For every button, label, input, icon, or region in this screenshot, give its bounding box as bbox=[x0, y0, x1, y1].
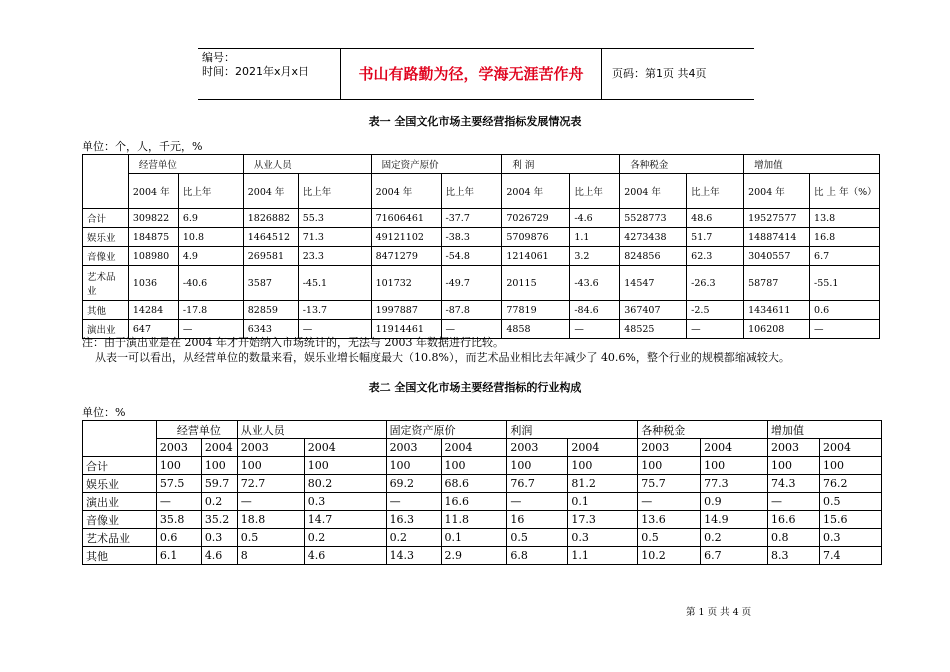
table-cell: 4858 bbox=[502, 320, 570, 339]
t2-group: 各种税金 bbox=[638, 421, 768, 439]
table-cell: — bbox=[570, 320, 620, 339]
table-row bbox=[83, 301, 880, 320]
table-cell: 100 bbox=[638, 457, 701, 475]
page-header bbox=[198, 48, 754, 100]
table-cell: -4.6 bbox=[570, 209, 620, 228]
table-cell: 57.5 bbox=[156, 475, 201, 493]
t2-year: 2003 bbox=[768, 439, 820, 457]
t1-group: 经营单位 bbox=[128, 155, 243, 174]
t2-year: 2004 bbox=[568, 439, 638, 457]
header-meta bbox=[202, 49, 340, 99]
table-cell: 0.3 bbox=[304, 493, 386, 511]
table-cell: 100 bbox=[819, 457, 881, 475]
table-cell: 0.3 bbox=[201, 529, 237, 547]
table1 bbox=[82, 154, 880, 339]
table-cell: -43.6 bbox=[570, 266, 620, 301]
table-cell: 6.8 bbox=[507, 547, 568, 565]
table-cell: 1.1 bbox=[568, 547, 638, 565]
table-cell: 76.7 bbox=[507, 475, 568, 493]
table-cell: — bbox=[298, 320, 371, 339]
table2 bbox=[82, 420, 882, 565]
t1-sub: 2004 年 bbox=[243, 174, 298, 209]
table-cell: 4.9 bbox=[178, 247, 243, 266]
table-cell: 23.3 bbox=[298, 247, 371, 266]
table-cell: 14.3 bbox=[386, 547, 441, 565]
table1-group-row bbox=[83, 155, 880, 174]
t2-year: 2004 bbox=[201, 439, 237, 457]
table-cell: 2.9 bbox=[441, 547, 507, 565]
table-cell: 80.2 bbox=[304, 475, 386, 493]
table-cell: 6.7 bbox=[701, 547, 768, 565]
table-cell: 1997887 bbox=[371, 301, 441, 320]
t2-group: 利润 bbox=[507, 421, 638, 439]
table-cell: 367407 bbox=[620, 301, 687, 320]
table-row bbox=[83, 209, 880, 228]
table-cell: 72.7 bbox=[237, 475, 304, 493]
table-row bbox=[83, 529, 882, 547]
row-label: 音像业 bbox=[83, 247, 129, 266]
row-label: 娱乐业 bbox=[83, 228, 129, 247]
table2-year-row bbox=[83, 439, 882, 457]
t2-year: 2003 bbox=[638, 439, 701, 457]
table2-body bbox=[83, 457, 882, 565]
table-cell: -54.8 bbox=[441, 247, 502, 266]
table1-note: 注：由于演出业是在 2004 年才开始纳入市场统计的，无法与 2003 年数据进行比较。 bbox=[82, 336, 504, 349]
table-cell: 100 bbox=[701, 457, 768, 475]
table-cell: 4.6 bbox=[304, 547, 386, 565]
t2-group: 固定资产原价 bbox=[386, 421, 507, 439]
table-cell: — bbox=[810, 320, 880, 339]
t1-sub: 2004 年 bbox=[502, 174, 570, 209]
table-cell: 15.6 bbox=[819, 511, 881, 529]
table-cell: 100 bbox=[507, 457, 568, 475]
table-cell: 3040557 bbox=[744, 247, 810, 266]
table-cell: 824856 bbox=[620, 247, 687, 266]
table1-analysis: 从表一可以看出，从经营单位的数量来看，娱乐业增长幅度最大（10.8%），而艺术品业相比去年减少了 40.6%，整个行业的规模都缩减较大。 bbox=[95, 351, 790, 364]
table-cell: 11914461 bbox=[371, 320, 441, 339]
table-cell: 1036 bbox=[128, 266, 178, 301]
t1-group: 固定资产原价 bbox=[371, 155, 502, 174]
table-cell: 7026729 bbox=[502, 209, 570, 228]
table-cell: 55.3 bbox=[298, 209, 371, 228]
time-label: 时间：2021年x月x日 bbox=[202, 65, 310, 78]
table-cell: 48.6 bbox=[687, 209, 744, 228]
table-cell: 19527577 bbox=[744, 209, 810, 228]
table-cell: — bbox=[441, 320, 502, 339]
table-cell: -17.8 bbox=[178, 301, 243, 320]
table-cell: -26.3 bbox=[687, 266, 744, 301]
row-label: 娱乐业 bbox=[83, 475, 157, 493]
row-label: 其他 bbox=[83, 547, 157, 565]
table-cell: 184875 bbox=[128, 228, 178, 247]
table-cell: 101732 bbox=[371, 266, 441, 301]
table-cell: 3.2 bbox=[570, 247, 620, 266]
t2-year: 2004 bbox=[304, 439, 386, 457]
t1-sub: 比上年 bbox=[298, 174, 371, 209]
table-cell: 35.8 bbox=[156, 511, 201, 529]
table1-corner bbox=[83, 155, 129, 209]
table-row bbox=[83, 493, 882, 511]
table-cell: -84.6 bbox=[570, 301, 620, 320]
table-cell: -55.1 bbox=[810, 266, 880, 301]
table-cell: 74.3 bbox=[768, 475, 820, 493]
page-footer: 第 1 页 共 4 页 bbox=[686, 607, 752, 618]
table-cell: 0.9 bbox=[701, 493, 768, 511]
t1-sub: 比上年 bbox=[687, 174, 744, 209]
table-cell: 13.6 bbox=[638, 511, 701, 529]
table-cell: 6.1 bbox=[156, 547, 201, 565]
table-cell: 0.6 bbox=[810, 301, 880, 320]
table-cell: 0.5 bbox=[237, 529, 304, 547]
table-cell: 100 bbox=[768, 457, 820, 475]
table1-title: 表一 全国文化市场主要经营指标发展情况表 bbox=[368, 115, 582, 128]
table-cell: — bbox=[638, 493, 701, 511]
t2-year: 2003 bbox=[237, 439, 304, 457]
table-cell: 0.5 bbox=[819, 493, 881, 511]
table-cell: 14547 bbox=[620, 266, 687, 301]
table-cell: — bbox=[156, 493, 201, 511]
t1-sub: 比 上 年（%） bbox=[810, 174, 880, 209]
table-cell: 0.1 bbox=[441, 529, 507, 547]
table-cell: 1214061 bbox=[502, 247, 570, 266]
table-cell: 62.3 bbox=[687, 247, 744, 266]
table-cell: 75.7 bbox=[638, 475, 701, 493]
table-cell: 100 bbox=[304, 457, 386, 475]
table-cell: 0.6 bbox=[156, 529, 201, 547]
table-cell: 0.8 bbox=[768, 529, 820, 547]
table-cell: 16 bbox=[507, 511, 568, 529]
table-cell: 14284 bbox=[128, 301, 178, 320]
table-cell: 68.6 bbox=[441, 475, 507, 493]
number-label: 编号： bbox=[202, 51, 235, 64]
table-cell: 1826882 bbox=[243, 209, 298, 228]
table-cell: 77.3 bbox=[701, 475, 768, 493]
table-cell: 0.2 bbox=[201, 493, 237, 511]
row-label: 艺术品业 bbox=[83, 529, 157, 547]
table-cell: 16.8 bbox=[810, 228, 880, 247]
table-cell: 35.2 bbox=[201, 511, 237, 529]
t2-group: 从业人员 bbox=[237, 421, 386, 439]
t2-group: 经营单位 bbox=[156, 421, 237, 439]
table-cell: — bbox=[178, 320, 243, 339]
t2-year: 2004 bbox=[441, 439, 507, 457]
table-cell: — bbox=[768, 493, 820, 511]
t2-year: 2003 bbox=[507, 439, 568, 457]
table-cell: 0.5 bbox=[507, 529, 568, 547]
table-cell: 5709876 bbox=[502, 228, 570, 247]
table1-sub-row bbox=[83, 174, 880, 209]
table-cell: 13.8 bbox=[810, 209, 880, 228]
table-cell: 69.2 bbox=[386, 475, 441, 493]
table-cell: 16.6 bbox=[768, 511, 820, 529]
t1-sub: 2004 年 bbox=[128, 174, 178, 209]
table-cell: 100 bbox=[156, 457, 201, 475]
table-cell: 77819 bbox=[502, 301, 570, 320]
table-cell: 71606461 bbox=[371, 209, 441, 228]
table-cell: — bbox=[687, 320, 744, 339]
table-cell: 10.8 bbox=[178, 228, 243, 247]
table-cell: 6.7 bbox=[810, 247, 880, 266]
table-cell: 5528773 bbox=[620, 209, 687, 228]
table-cell: 0.1 bbox=[568, 493, 638, 511]
t1-sub: 2004 年 bbox=[744, 174, 810, 209]
table-cell: 48525 bbox=[620, 320, 687, 339]
t1-group: 增加值 bbox=[744, 155, 880, 174]
table-cell: 100 bbox=[237, 457, 304, 475]
table-cell: 100 bbox=[441, 457, 507, 475]
table-cell: 8 bbox=[237, 547, 304, 565]
table-cell: 8471279 bbox=[371, 247, 441, 266]
row-label: 演出业 bbox=[83, 320, 129, 339]
t2-group: 增加值 bbox=[768, 421, 882, 439]
table-cell: -38.3 bbox=[441, 228, 502, 247]
table-cell: 309822 bbox=[128, 209, 178, 228]
t2-year: 2004 bbox=[701, 439, 768, 457]
table-row bbox=[83, 511, 882, 529]
table-row bbox=[83, 475, 882, 493]
table-cell: — bbox=[237, 493, 304, 511]
table-cell: -40.6 bbox=[178, 266, 243, 301]
table-cell: 7.4 bbox=[819, 547, 881, 565]
table-cell: 11.8 bbox=[441, 511, 507, 529]
t2-year: 2003 bbox=[386, 439, 441, 457]
table-cell: 647 bbox=[128, 320, 178, 339]
table-row bbox=[83, 547, 882, 565]
table-cell: 76.2 bbox=[819, 475, 881, 493]
table-cell: — bbox=[386, 493, 441, 511]
table-cell: 4.6 bbox=[201, 547, 237, 565]
table-cell: 81.2 bbox=[568, 475, 638, 493]
table-cell: 82859 bbox=[243, 301, 298, 320]
table2-title: 表二 全国文化市场主要经营指标的行业构成 bbox=[368, 381, 582, 394]
table-cell: -2.5 bbox=[687, 301, 744, 320]
table-cell: 0.2 bbox=[701, 529, 768, 547]
table2-group-row bbox=[83, 421, 882, 439]
table-cell: 106208 bbox=[744, 320, 810, 339]
row-label: 合计 bbox=[83, 457, 157, 475]
table-cell: 14887414 bbox=[744, 228, 810, 247]
table-cell: 6343 bbox=[243, 320, 298, 339]
table-cell: 14.9 bbox=[701, 511, 768, 529]
table2-unit: 单位：% bbox=[82, 406, 126, 419]
table-cell: 6.9 bbox=[178, 209, 243, 228]
table-cell: 17.3 bbox=[568, 511, 638, 529]
table-row bbox=[83, 228, 880, 247]
table-cell: 51.7 bbox=[687, 228, 744, 247]
t1-sub: 2004 年 bbox=[371, 174, 441, 209]
table-row bbox=[83, 247, 880, 266]
table-cell: -87.8 bbox=[441, 301, 502, 320]
table-cell: 1464512 bbox=[243, 228, 298, 247]
t1-sub: 比上年 bbox=[441, 174, 502, 209]
table-cell: 4273438 bbox=[620, 228, 687, 247]
table-cell: 49121102 bbox=[371, 228, 441, 247]
table1-unit: 单位：个，人，千元，% bbox=[82, 140, 203, 153]
row-label: 音像业 bbox=[83, 511, 157, 529]
table-cell: 1.1 bbox=[570, 228, 620, 247]
table-cell: 16.3 bbox=[386, 511, 441, 529]
table-cell: 71.3 bbox=[298, 228, 371, 247]
table-cell: 108980 bbox=[128, 247, 178, 266]
table-cell: 0.3 bbox=[568, 529, 638, 547]
table-cell: 20115 bbox=[502, 266, 570, 301]
table-cell: 18.8 bbox=[237, 511, 304, 529]
table-cell: 58787 bbox=[744, 266, 810, 301]
t1-sub: 比上年 bbox=[178, 174, 243, 209]
t1-group: 从业人员 bbox=[243, 155, 371, 174]
table-cell: 269581 bbox=[243, 247, 298, 266]
table-cell: 0.2 bbox=[386, 529, 441, 547]
table-cell: 10.2 bbox=[638, 547, 701, 565]
row-label: 演出业 bbox=[83, 493, 157, 511]
table-row bbox=[83, 457, 882, 475]
table-cell: 100 bbox=[201, 457, 237, 475]
table1-body bbox=[83, 209, 880, 339]
page-code: 页码：第1页 共4页 bbox=[612, 67, 707, 80]
t1-sub: 比上年 bbox=[570, 174, 620, 209]
table-cell: 100 bbox=[386, 457, 441, 475]
row-label: 艺术品业 bbox=[83, 266, 129, 301]
table-cell: -49.7 bbox=[441, 266, 502, 301]
table-cell: -37.7 bbox=[441, 209, 502, 228]
table-cell: 8.3 bbox=[768, 547, 820, 565]
table-cell: 0.2 bbox=[304, 529, 386, 547]
table-cell: -45.1 bbox=[298, 266, 371, 301]
table-cell: 14.7 bbox=[304, 511, 386, 529]
table-cell: 1434611 bbox=[744, 301, 810, 320]
t2-year: 2004 bbox=[819, 439, 881, 457]
table-cell: — bbox=[507, 493, 568, 511]
row-label: 其他 bbox=[83, 301, 129, 320]
table-cell: 100 bbox=[568, 457, 638, 475]
t1-group: 各种税金 bbox=[620, 155, 744, 174]
t1-sub: 2004 年 bbox=[620, 174, 687, 209]
motto-text: 书山有路勤为径，学海无涯苦作舟 bbox=[340, 49, 602, 99]
row-label: 合计 bbox=[83, 209, 129, 228]
table2-corner bbox=[83, 421, 157, 457]
table-cell: 0.5 bbox=[638, 529, 701, 547]
table-row bbox=[83, 266, 880, 301]
table-cell: -13.7 bbox=[298, 301, 371, 320]
t2-year: 2003 bbox=[156, 439, 201, 457]
table-cell: 0.3 bbox=[819, 529, 881, 547]
table-cell: 59.7 bbox=[201, 475, 237, 493]
table-cell: 3587 bbox=[243, 266, 298, 301]
t1-group: 利 润 bbox=[502, 155, 620, 174]
table-cell: 16.6 bbox=[441, 493, 507, 511]
